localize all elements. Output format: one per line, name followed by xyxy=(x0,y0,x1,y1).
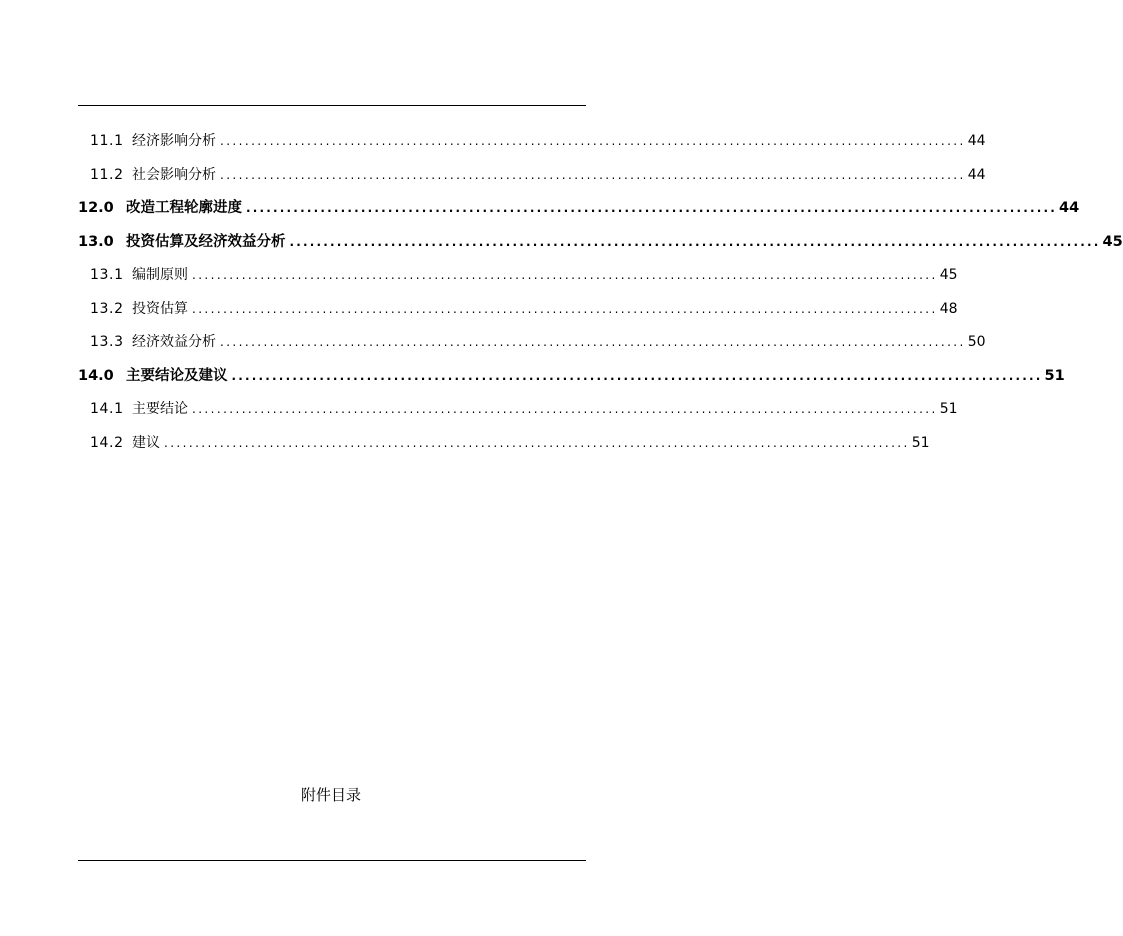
toc-entry-number: 14.2 xyxy=(90,434,124,451)
toc-entry-number: 13.3 xyxy=(90,334,124,350)
toc-entry[interactable] xyxy=(78,427,930,461)
toc-entry[interactable] xyxy=(78,125,986,159)
toc-entry-title: 社会影响分析 xyxy=(132,166,216,183)
toc-leader-dots: ........................................................................................................................ xyxy=(220,167,966,182)
toc-entry-number: 13.0 xyxy=(78,233,114,250)
toc-entry-number: 11.1 xyxy=(90,133,124,149)
toc-entry-title: 改造工程轮廓进度 xyxy=(126,200,242,216)
toc-entry-title: 投资估算及经济效益分析 xyxy=(126,233,286,250)
toc-entry-page: 45 xyxy=(939,267,958,283)
toc-leader-dots: ........................................................................................................................ xyxy=(192,402,938,416)
toc-entry[interactable] xyxy=(78,326,986,360)
toc-chapter-entry[interactable] xyxy=(78,360,1065,394)
toc-leader-dots: ........................................................................................................................ xyxy=(246,201,1058,215)
toc-entry-title: 主要结论 xyxy=(132,401,188,417)
header-rule xyxy=(78,105,586,106)
footer-rule xyxy=(78,860,586,861)
toc-entry-page: 44 xyxy=(1059,200,1080,216)
toc-leader-dots: ........................................................................................................................ xyxy=(231,368,1043,383)
toc-chapter-entry[interactable] xyxy=(78,226,1123,260)
toc-entry-page: 45 xyxy=(1102,233,1123,250)
toc-entry-number: 12.0 xyxy=(78,200,114,216)
toc-leader-dots: ........................................................................................................................ xyxy=(192,301,938,316)
toc-entry-page: 51 xyxy=(911,434,930,451)
toc-entry-title: 经济效益分析 xyxy=(132,334,216,350)
toc-entry-title: 投资估算 xyxy=(132,300,188,317)
toc-chapter-entry[interactable] xyxy=(78,192,1080,226)
toc-entry-number: 14.1 xyxy=(90,401,124,417)
toc-entry-title: 编制原则 xyxy=(132,267,188,283)
toc-entry-page: 50 xyxy=(967,334,986,350)
toc-entry-page: 48 xyxy=(939,300,958,317)
toc-leader-dots: ........................................................................................................................ xyxy=(289,234,1101,249)
toc-entry[interactable] xyxy=(78,293,958,327)
toc-leader-dots: ........................................................................................................................ xyxy=(164,435,910,450)
toc-leader-dots: ........................................................................................................................ xyxy=(220,134,966,148)
toc-entry[interactable] xyxy=(78,159,986,193)
toc-entry[interactable] xyxy=(78,393,958,427)
toc-leader-dots: ........................................................................................................................ xyxy=(220,335,966,349)
toc-leader-dots: ........................................................................................................................ xyxy=(192,268,938,282)
toc-entry[interactable] xyxy=(78,259,958,293)
toc-entry-number: 13.1 xyxy=(90,267,124,283)
toc-entry-title: 建议 xyxy=(132,434,160,451)
toc-entry-number: 13.2 xyxy=(90,300,124,317)
toc-entry-page: 51 xyxy=(939,401,958,417)
toc-entry-title: 主要结论及建议 xyxy=(126,367,228,384)
toc-entry-number: 11.2 xyxy=(90,166,124,183)
appendix-title: 附件目录 xyxy=(300,786,361,804)
table-of-contents xyxy=(78,125,1123,460)
toc-entry-page: 44 xyxy=(967,133,986,149)
toc-entry-page: 44 xyxy=(967,166,986,183)
toc-entry-number: 14.0 xyxy=(78,367,114,384)
toc-entry-title: 经济影响分析 xyxy=(132,133,216,149)
toc-entry-page: 51 xyxy=(1044,367,1065,384)
